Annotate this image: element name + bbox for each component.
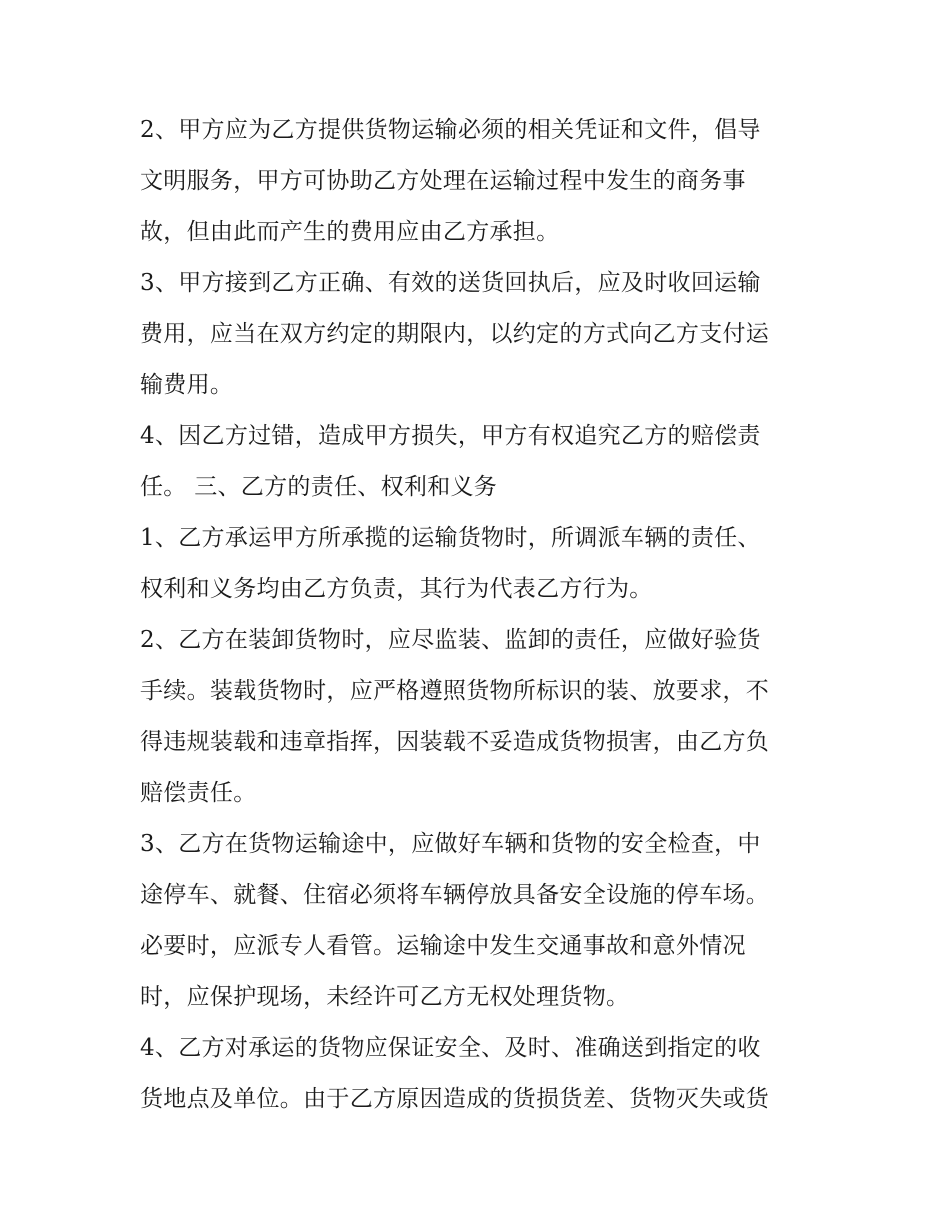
- text-line: 故，但由此而产生的费用应由乙方承担。: [140, 219, 560, 245]
- text-line: 3、甲方接到乙方正确、有效的送货回执后，应及时收回运输: [140, 270, 761, 296]
- section-heading-line: 任。 三、乙方的责任、权利和义务: [140, 474, 498, 500]
- text-line: 2、甲方应为乙方提供货物运输必须的相关凭证和文件，倡导: [140, 117, 761, 143]
- text-line: 2、乙方在装卸货物时，应尽监装、监卸的责任，应做好验货: [140, 627, 761, 653]
- text-line: 货地点及单位。由于乙方原因造成的货损货差、货物灭失或货: [140, 1086, 770, 1112]
- text-line: 时，应保护现场，未经许可乙方无权处理货物。: [140, 984, 630, 1010]
- text-line: 得违规装载和违章指挥，因装载不妥造成货物损害，由乙方负: [140, 729, 770, 755]
- text-line: 权利和义务均由乙方负责，其行为代表乙方行为。: [140, 576, 653, 602]
- text-line: 3、乙方在货物运输途中，应做好车辆和货物的安全检查，中: [140, 831, 761, 857]
- text-line: 输费用。: [140, 372, 234, 398]
- text-line: 手续。装载货物时，应严格遵照货物所标识的装、放要求，不: [140, 678, 770, 704]
- text-line: 途停车、就餐、住宿必须将车辆停放具备安全设施的停车场。: [140, 882, 770, 908]
- text-line: 必要时，应派专人看管。运输途中发生交通事故和意外情况: [140, 933, 746, 959]
- text-line: 4、因乙方过错，造成甲方损失，甲方有权追究乙方的赔偿责: [140, 423, 761, 449]
- text-line: 1、乙方承运甲方所承揽的运输货物时，所调派车辆的责任、: [140, 525, 761, 551]
- text-line: 4、乙方对承运的货物应保证安全、及时、准确送到指定的收: [140, 1035, 761, 1061]
- text-line: 费用，应当在双方约定的期限内，以约定的方式向乙方支付运: [140, 321, 770, 347]
- text-line: 文明服务，甲方可协助乙方处理在运输过程中发生的商务事: [140, 168, 746, 194]
- text-line: 赔偿责任。: [140, 780, 257, 806]
